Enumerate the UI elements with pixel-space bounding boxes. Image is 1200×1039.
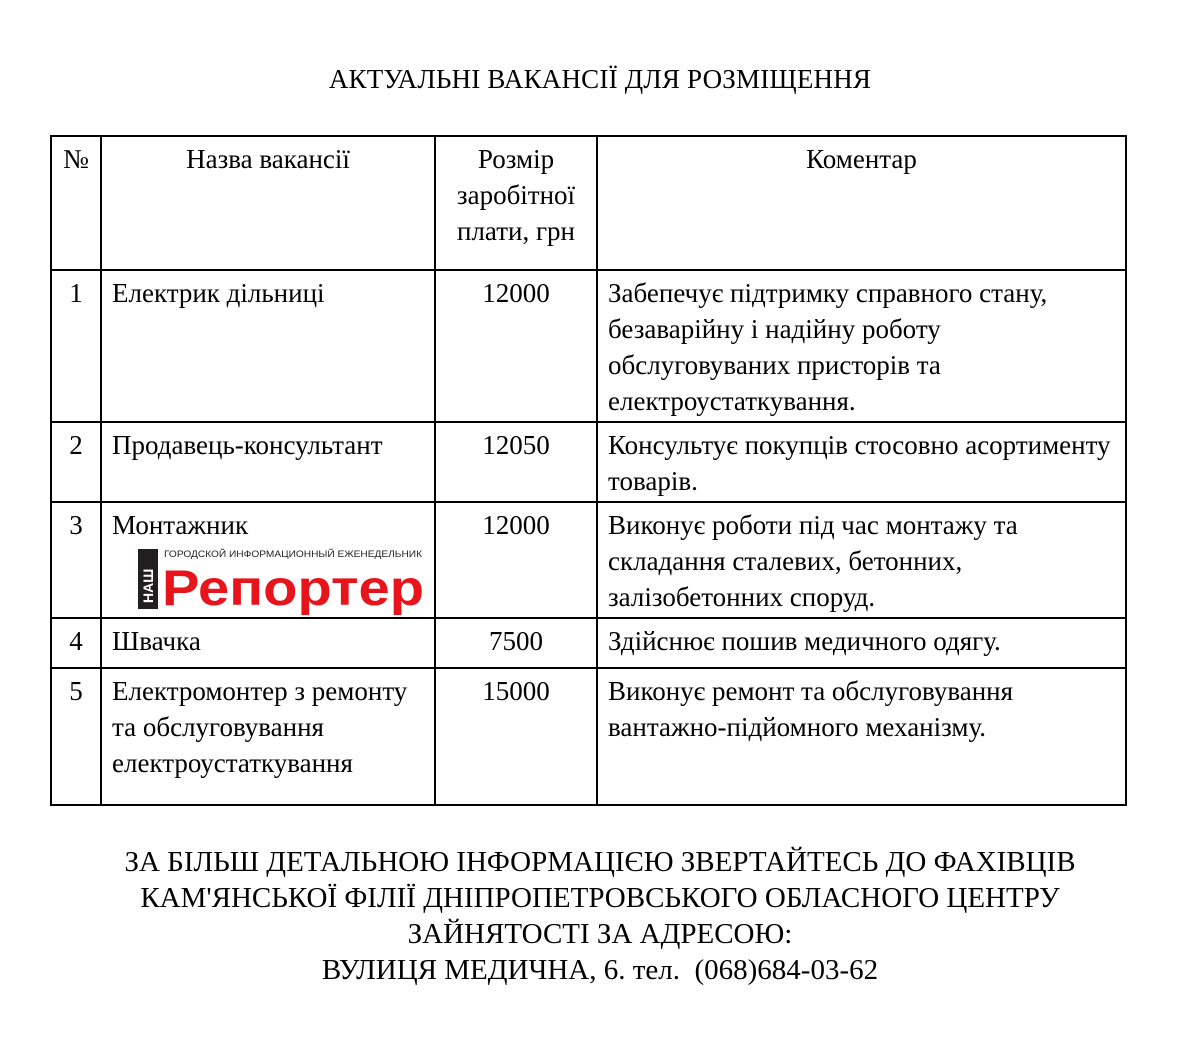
contact-line: ЗА БІЛЬШ ДЕТАЛЬНОЮ ІНФОРМАЦІЄЮ ЗВЕРТАЙТЕСЬ ДО ФАХІВЦІВ	[124, 846, 1076, 878]
vacancy-comment: Виконує ремонт та обслуговування вантажно-підйомного механізму.	[597, 668, 1126, 805]
vacancy-salary: 12000	[435, 270, 597, 422]
vacancy-salary: 15000	[435, 668, 597, 805]
row-number: 2	[51, 422, 101, 502]
vacancy-name: Монтажник	[112, 510, 249, 540]
page-title: АКТУАЛЬНІ ВАКАНСІЇ ДЛЯ РОЗМІЩЕННЯ	[328, 64, 872, 94]
vacancy-salary: 12000	[435, 502, 597, 618]
header-comment: Коментар	[597, 136, 1126, 270]
vacancy-name: Продавець-консультант	[101, 422, 435, 502]
vacancy-comment: Забепечує підтримку справного стану, безаварійну і надійну роботу обслуговуваних присторів та електроустаткування.	[597, 270, 1126, 422]
vacancy-comment: Виконує роботи під час монтажу та складання сталевих, бетонних, залізобетонних споруд.	[597, 502, 1126, 618]
reporter-logo-graphic	[136, 545, 428, 615]
table-row	[51, 270, 1126, 422]
table-header-row	[51, 136, 1126, 270]
row-number: 1	[51, 270, 101, 422]
logo-prefix: НАШ	[140, 568, 156, 603]
table-row	[51, 502, 1126, 618]
row-number: 3	[51, 502, 101, 618]
contact-address-phone: ВУЛИЦЯ МЕДИЧНА, 6. тел. (068)684-03-62	[321, 954, 879, 986]
logo-name: Репортер	[162, 560, 424, 615]
header-salary: Розмір заробітної плати, грн	[435, 136, 597, 270]
vacancy-salary: 7500	[435, 618, 597, 668]
contact-info	[0, 844, 1200, 988]
vacancy-name: Швачка	[101, 618, 435, 668]
table-row	[51, 618, 1126, 668]
vacancy-name: Електрик дільниці	[101, 270, 435, 422]
vacancies-table	[50, 135, 1127, 806]
table-row	[51, 668, 1126, 805]
vacancy-comment: Консультує покупців стосовно асортименту товарів.	[597, 422, 1126, 502]
header-number: №	[51, 136, 101, 270]
vacancy-comment: Здійснює пошив медичного одягу.	[597, 618, 1126, 668]
logo-tagline: ГОРОДСКОЙ ИНФОРМАЦИОННЫЙ ЕЖЕНЕДЕЛЬНИК	[164, 549, 393, 559]
row-number: 5	[51, 668, 101, 805]
vacancy-name-cell	[101, 502, 435, 618]
header-vacancy-name: Назва вакансії	[101, 136, 435, 270]
vacancy-name: Електромонтер з ремонту та обслуговування електроустаткування	[101, 668, 435, 805]
contact-line: ЗАЙНЯТОСТІ ЗА АДРЕСОЮ:	[407, 918, 793, 950]
row-number: 4	[51, 618, 101, 668]
reporter-logo	[136, 545, 428, 615]
vacancy-salary: 12050	[435, 422, 597, 502]
table-row	[51, 422, 1126, 502]
contact-line: КАМ'ЯНСЬКОЇ ФІЛІЇ ДНІПРОПЕТРОВСЬКОГО ОБЛАСНОГО ЦЕНТРУ	[140, 882, 1060, 914]
